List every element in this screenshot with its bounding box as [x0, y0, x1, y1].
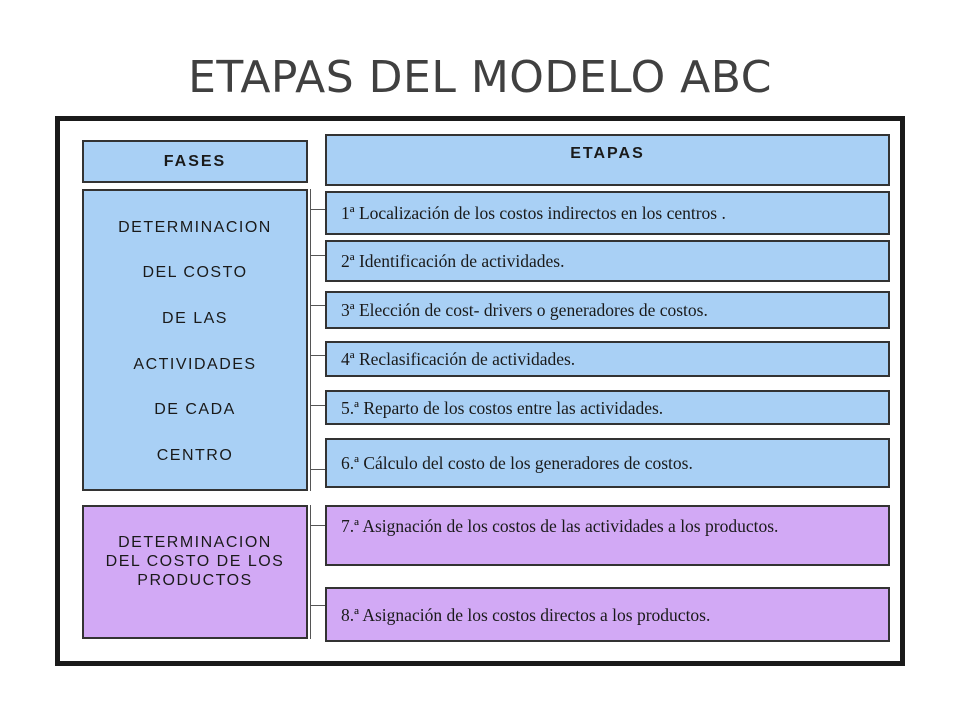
stage-7: 7.ª Asignación de los costos de las actividades a los productos.: [325, 505, 890, 566]
diagram-frame: [55, 116, 905, 666]
phase-activities-cost: [82, 189, 308, 491]
phase-line: CENTRO: [156, 447, 234, 465]
etapas-header: ETAPAS: [325, 134, 890, 186]
stage-1: 1ª Localización de los costos indirectos en los centros .: [325, 191, 890, 235]
connector-line: [310, 525, 325, 526]
phase-products-cost: [82, 505, 308, 639]
stage-3: 3ª Elección de cost- drivers o generadores de costos.: [325, 291, 890, 329]
fases-header: FASES: [82, 140, 308, 183]
connector-line: [310, 189, 311, 491]
stage-4: 4ª Reclasificación de actividades.: [325, 341, 890, 377]
connector-line: [310, 255, 325, 256]
phase-line: ACTIVIDADES: [133, 355, 257, 373]
stage-6: 6.ª Cálculo del costo de los generadores de costos.: [325, 438, 890, 488]
connector-line: [310, 355, 325, 356]
phase-line: DEL COSTO DE LOS: [105, 553, 285, 570]
connector-line: [310, 405, 325, 406]
phase-line: DE LAS: [162, 310, 228, 328]
slide-title: ETAPAS DEL MODELO ABC: [188, 52, 772, 103]
connector-line: [310, 469, 325, 470]
phase-line: DE CADA: [154, 401, 236, 419]
connector-line: [310, 305, 325, 306]
phase-line: DETERMINACION: [118, 534, 272, 551]
stage-8: 8.ª Asignación de los costos directos a los productos.: [325, 587, 890, 642]
phase-line: DEL COSTO: [142, 264, 248, 282]
stage-5: 5.ª Reparto de los costos entre las actividades.: [325, 390, 890, 425]
phase-line: PRODUCTOS: [137, 572, 253, 589]
phase-line: DETERMINACION: [118, 218, 272, 236]
connector-line: [310, 605, 325, 606]
stage-2: 2ª Identificación de actividades.: [325, 240, 890, 282]
connector-line: [310, 209, 325, 210]
